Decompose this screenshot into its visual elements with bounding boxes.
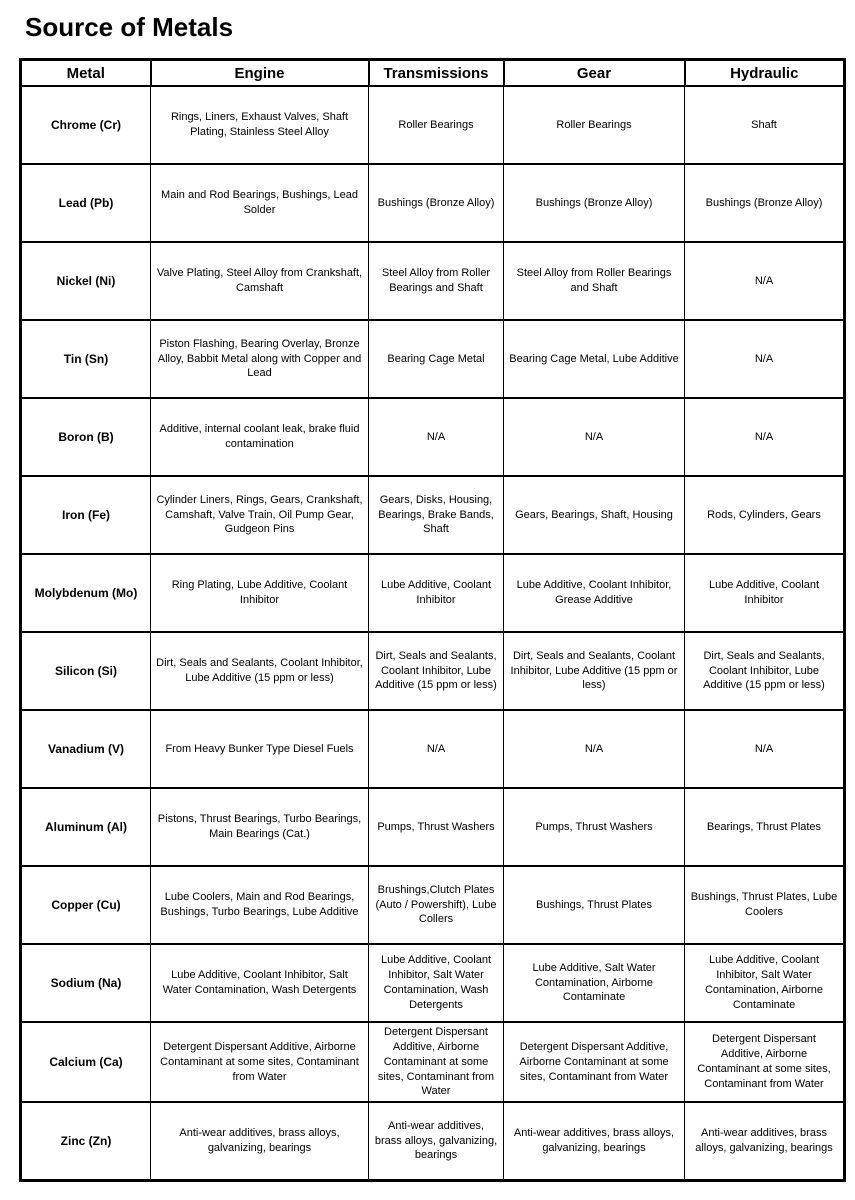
hydraulic-cell: N/A xyxy=(685,320,845,398)
engine-cell: Main and Rod Bearings, Bushings, Lead Solder xyxy=(151,164,369,242)
transmissions-cell: Gears, Disks, Housing, Bearings, Brake Bands, Shaft xyxy=(369,476,504,554)
column-header-transmissions: Transmissions xyxy=(369,60,504,87)
column-header-hydraulic: Hydraulic xyxy=(685,60,845,87)
page-title: Source of Metals xyxy=(25,12,234,42)
gear-cell: N/A xyxy=(504,710,685,788)
gear-cell: Roller Bearings xyxy=(504,86,685,164)
engine-cell: Anti-wear additives, brass alloys, galvanizing, bearings xyxy=(151,1102,369,1180)
metal-name-cell: Zinc (Zn) xyxy=(21,1102,151,1180)
hydraulic-cell: Bushings, Thrust Plates, Lube Coolers xyxy=(685,866,845,944)
metal-name-cell: Nickel (Ni) xyxy=(21,242,151,320)
metal-name-cell: Aluminum (Al) xyxy=(21,788,151,866)
table-row-molybdenum xyxy=(21,554,845,632)
table-row-silicon xyxy=(21,632,845,710)
hydraulic-cell: Rods, Cylinders, Gears xyxy=(685,476,845,554)
transmissions-cell: N/A xyxy=(369,710,504,788)
table-row-iron xyxy=(21,476,845,554)
metal-name-cell: Sodium (Na) xyxy=(21,944,151,1022)
transmissions-cell: Bearing Cage Metal xyxy=(369,320,504,398)
engine-cell: Valve Plating, Steel Alloy from Crankshaft, Camshaft xyxy=(151,242,369,320)
transmissions-cell: Lube Additive, Coolant Inhibitor xyxy=(369,554,504,632)
engine-cell: Lube Coolers, Main and Rod Bearings, Bushings, Turbo Bearings, Lube Additive xyxy=(151,866,369,944)
transmissions-cell: Bushings (Bronze Alloy) xyxy=(369,164,504,242)
transmissions-cell: Brushings,Clutch Plates (Auto / Powershift), Lube Collers xyxy=(369,866,504,944)
gear-cell: Pumps, Thrust Washers xyxy=(504,788,685,866)
transmissions-cell: Steel Alloy from Roller Bearings and Shaft xyxy=(369,242,504,320)
gear-cell: Bearing Cage Metal, Lube Additive xyxy=(504,320,685,398)
column-header-metal: Metal xyxy=(21,60,151,87)
gear-cell: Gears, Bearings, Shaft, Housing xyxy=(504,476,685,554)
hydraulic-cell: Dirt, Seals and Sealants, Coolant Inhibitor, Lube Additive (15 ppm or less) xyxy=(685,632,845,710)
table-row-aluminum xyxy=(21,788,845,866)
table-row-tin xyxy=(21,320,845,398)
table-row-vanadium xyxy=(21,710,845,788)
metal-name-cell: Copper (Cu) xyxy=(21,866,151,944)
gear-cell: N/A xyxy=(504,398,685,476)
transmissions-cell: Dirt, Seals and Sealants, Coolant Inhibitor, Lube Additive (15 ppm or less) xyxy=(369,632,504,710)
metal-name-cell: Vanadium (V) xyxy=(21,710,151,788)
gear-cell: Lube Additive, Salt Water Contamination, Airborne Contaminate xyxy=(504,944,685,1022)
gear-cell: Bushings, Thrust Plates xyxy=(504,866,685,944)
gear-cell: Steel Alloy from Roller Bearings and Shaft xyxy=(504,242,685,320)
gear-cell: Bushings (Bronze Alloy) xyxy=(504,164,685,242)
table-header-row xyxy=(21,60,845,87)
engine-cell: Additive, internal coolant leak, brake fluid contamination xyxy=(151,398,369,476)
hydraulic-cell: Lube Additive, Coolant Inhibitor, Salt Water Contamination, Airborne Contaminate xyxy=(685,944,845,1022)
table-row-lead xyxy=(21,164,845,242)
engine-cell: Rings, Liners, Exhaust Valves, Shaft Plating, Stainless Steel Alloy xyxy=(151,86,369,164)
engine-cell: Piston Flashing, Bearing Overlay, Bronze Alloy, Babbit Metal along with Copper and Lead xyxy=(151,320,369,398)
engine-cell: From Heavy Bunker Type Diesel Fuels xyxy=(151,710,369,788)
metal-name-cell: Tin (Sn) xyxy=(21,320,151,398)
metal-name-cell: Calcium (Ca) xyxy=(21,1022,151,1102)
metal-name-cell: Molybdenum (Mo) xyxy=(21,554,151,632)
hydraulic-cell: Bushings (Bronze Alloy) xyxy=(685,164,845,242)
engine-cell: Lube Additive, Coolant Inhibitor, Salt Water Contamination, Wash Detergents xyxy=(151,944,369,1022)
table-row-sodium xyxy=(21,944,845,1022)
metal-name-cell: Silicon (Si) xyxy=(21,632,151,710)
table-row-copper xyxy=(21,866,845,944)
hydraulic-cell: N/A xyxy=(685,710,845,788)
metal-name-cell: Lead (Pb) xyxy=(21,164,151,242)
hydraulic-cell: Detergent Dispersant Additive, Airborne Contaminant at some sites, Contaminant from Water xyxy=(685,1022,845,1102)
hydraulic-cell: Bearings, Thrust Plates xyxy=(685,788,845,866)
hydraulic-cell: N/A xyxy=(685,242,845,320)
gear-cell: Detergent Dispersant Additive, Airborne Contaminant at some sites, Contaminant from Water xyxy=(504,1022,685,1102)
transmissions-cell: Roller Bearings xyxy=(369,86,504,164)
transmissions-cell: N/A xyxy=(369,398,504,476)
table-row-chrome xyxy=(21,86,845,164)
engine-cell: Dirt, Seals and Sealants, Coolant Inhibitor, Lube Additive (15 ppm or less) xyxy=(151,632,369,710)
engine-cell: Detergent Dispersant Additive, Airborne Contaminant at some sites, Contaminant from Water xyxy=(151,1022,369,1102)
hydraulic-cell: N/A xyxy=(685,398,845,476)
metal-name-cell: Chrome (Cr) xyxy=(21,86,151,164)
engine-cell: Ring Plating, Lube Additive, Coolant Inhibitor xyxy=(151,554,369,632)
gear-cell: Lube Additive, Coolant Inhibitor, Grease Additive xyxy=(504,554,685,632)
column-header-engine: Engine xyxy=(151,60,369,87)
metal-name-cell: Boron (B) xyxy=(21,398,151,476)
engine-cell: Pistons, Thrust Bearings, Turbo Bearings, Main Bearings (Cat.) xyxy=(151,788,369,866)
engine-cell: Cylinder Liners, Rings, Gears, Crankshaft, Camshaft, Valve Train, Oil Pump Gear, Gudgeon Pins xyxy=(151,476,369,554)
table-row-boron xyxy=(21,398,845,476)
transmissions-cell: Lube Additive, Coolant Inhibitor, Salt Water Contamination, Wash Detergents xyxy=(369,944,504,1022)
source-of-metals-table xyxy=(19,58,846,1182)
table-row-calcium xyxy=(21,1022,845,1102)
transmissions-cell: Detergent Dispersant Additive, Airborne Contaminant at some sites, Contaminant from Water xyxy=(369,1022,504,1102)
hydraulic-cell: Anti-wear additives, brass alloys, galvanizing, bearings xyxy=(685,1102,845,1180)
hydraulic-cell: Lube Additive, Coolant Inhibitor xyxy=(685,554,845,632)
transmissions-cell: Pumps, Thrust Washers xyxy=(369,788,504,866)
column-header-gear: Gear xyxy=(504,60,685,87)
gear-cell: Anti-wear additives, brass alloys, galvanizing, bearings xyxy=(504,1102,685,1180)
gear-cell: Dirt, Seals and Sealants, Coolant Inhibitor, Lube Additive (15 ppm or less) xyxy=(504,632,685,710)
metal-name-cell: Iron (Fe) xyxy=(21,476,151,554)
transmissions-cell: Anti-wear additives, brass alloys, galvanizing, bearings xyxy=(369,1102,504,1180)
table-row-nickel xyxy=(21,242,845,320)
hydraulic-cell: Shaft xyxy=(685,86,845,164)
table-row-zinc xyxy=(21,1102,845,1180)
